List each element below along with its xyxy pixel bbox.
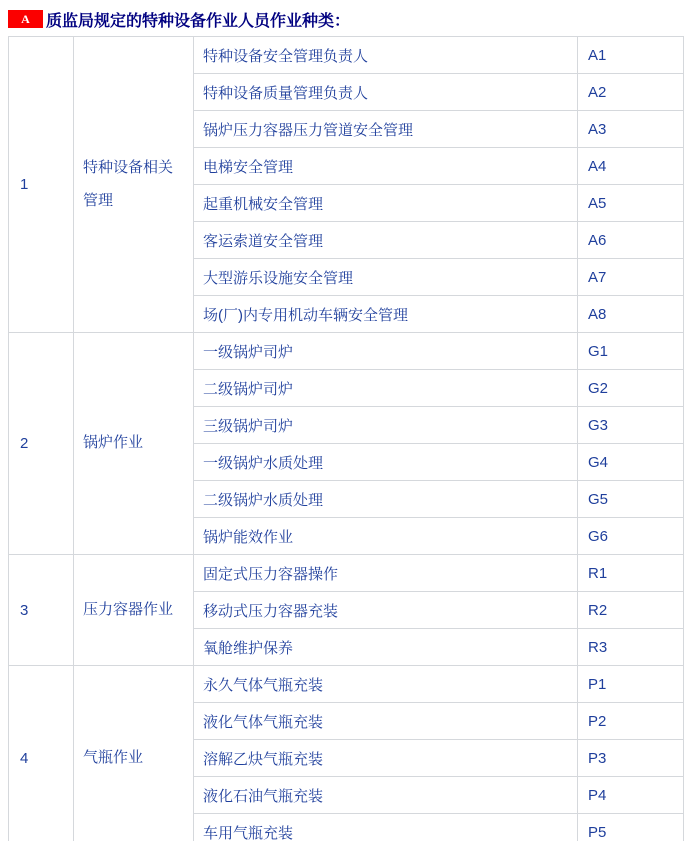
job-name-cell: 永久气体气瓶充装 <box>194 666 578 703</box>
job-code-cell: P3 <box>578 740 684 777</box>
job-name-cell: 移动式压力容器充装 <box>194 592 578 629</box>
section-number-cell: 2 <box>9 333 74 555</box>
job-code-cell: P2 <box>578 703 684 740</box>
job-name-cell: 大型游乐设施安全管理 <box>194 259 578 296</box>
job-name-cell: 车用气瓶充装 <box>194 814 578 841</box>
section-category-cell: 气瓶作业 <box>74 666 194 841</box>
section-number-cell: 3 <box>9 555 74 666</box>
equipment-table-body <box>9 37 684 841</box>
job-code-cell: A2 <box>578 74 684 111</box>
page-title: 质监局规定的特种设备作业人员作业种类： <box>46 12 351 30</box>
job-name-cell: 三级锅炉司炉 <box>194 407 578 444</box>
section-number-cell: 1 <box>9 37 74 333</box>
job-name-cell: 特种设备质量管理负责人 <box>194 74 578 111</box>
job-name-cell: 一级锅炉水质处理 <box>194 444 578 481</box>
job-name-cell: 锅炉压力容器压力管道安全管理 <box>194 111 578 148</box>
job-name-cell: 一级锅炉司炉 <box>194 333 578 370</box>
table-row <box>9 37 684 74</box>
job-name-cell: 二级锅炉司炉 <box>194 370 578 407</box>
equipment-category-table <box>8 36 684 841</box>
job-name-cell: 特种设备安全管理负责人 <box>194 37 578 74</box>
job-code-cell: R2 <box>578 592 684 629</box>
job-code-cell: P5 <box>578 814 684 841</box>
job-code-cell: G2 <box>578 370 684 407</box>
job-code-cell: G1 <box>578 333 684 370</box>
job-name-cell: 液化气体气瓶充装 <box>194 703 578 740</box>
table-row <box>9 555 684 592</box>
job-code-cell: A7 <box>578 259 684 296</box>
job-code-cell: A5 <box>578 185 684 222</box>
job-code-cell: A6 <box>578 222 684 259</box>
job-name-cell: 客运索道安全管理 <box>194 222 578 259</box>
job-name-cell: 溶解乙炔气瓶充装 <box>194 740 578 777</box>
table-row <box>9 333 684 370</box>
job-name-cell: 固定式压力容器操作 <box>194 555 578 592</box>
job-code-cell: G5 <box>578 481 684 518</box>
job-code-cell: R3 <box>578 629 684 666</box>
section-marker-badge: A <box>8 10 43 28</box>
job-name-cell: 场(厂)内专用机动车辆安全管理 <box>194 296 578 333</box>
title-bar <box>0 0 689 29</box>
section-category-cell: 锅炉作业 <box>74 333 194 555</box>
job-code-cell: A8 <box>578 296 684 333</box>
job-code-cell: G4 <box>578 444 684 481</box>
job-code-cell: P1 <box>578 666 684 703</box>
job-name-cell: 起重机械安全管理 <box>194 185 578 222</box>
job-name-cell: 锅炉能效作业 <box>194 518 578 555</box>
section-number-cell: 4 <box>9 666 74 841</box>
table-row <box>9 666 684 703</box>
job-code-cell: A1 <box>578 37 684 74</box>
section-category-cell: 特种设备相关管理 <box>74 37 194 333</box>
job-code-cell: R1 <box>578 555 684 592</box>
job-name-cell: 电梯安全管理 <box>194 148 578 185</box>
job-code-cell: A3 <box>578 111 684 148</box>
job-code-cell: A4 <box>578 148 684 185</box>
section-category-cell: 压力容器作业 <box>74 555 194 666</box>
job-name-cell: 氧舱维护保养 <box>194 629 578 666</box>
job-code-cell: G6 <box>578 518 684 555</box>
job-name-cell: 二级锅炉水质处理 <box>194 481 578 518</box>
job-name-cell: 液化石油气瓶充装 <box>194 777 578 814</box>
job-code-cell: G3 <box>578 407 684 444</box>
job-code-cell: P4 <box>578 777 684 814</box>
